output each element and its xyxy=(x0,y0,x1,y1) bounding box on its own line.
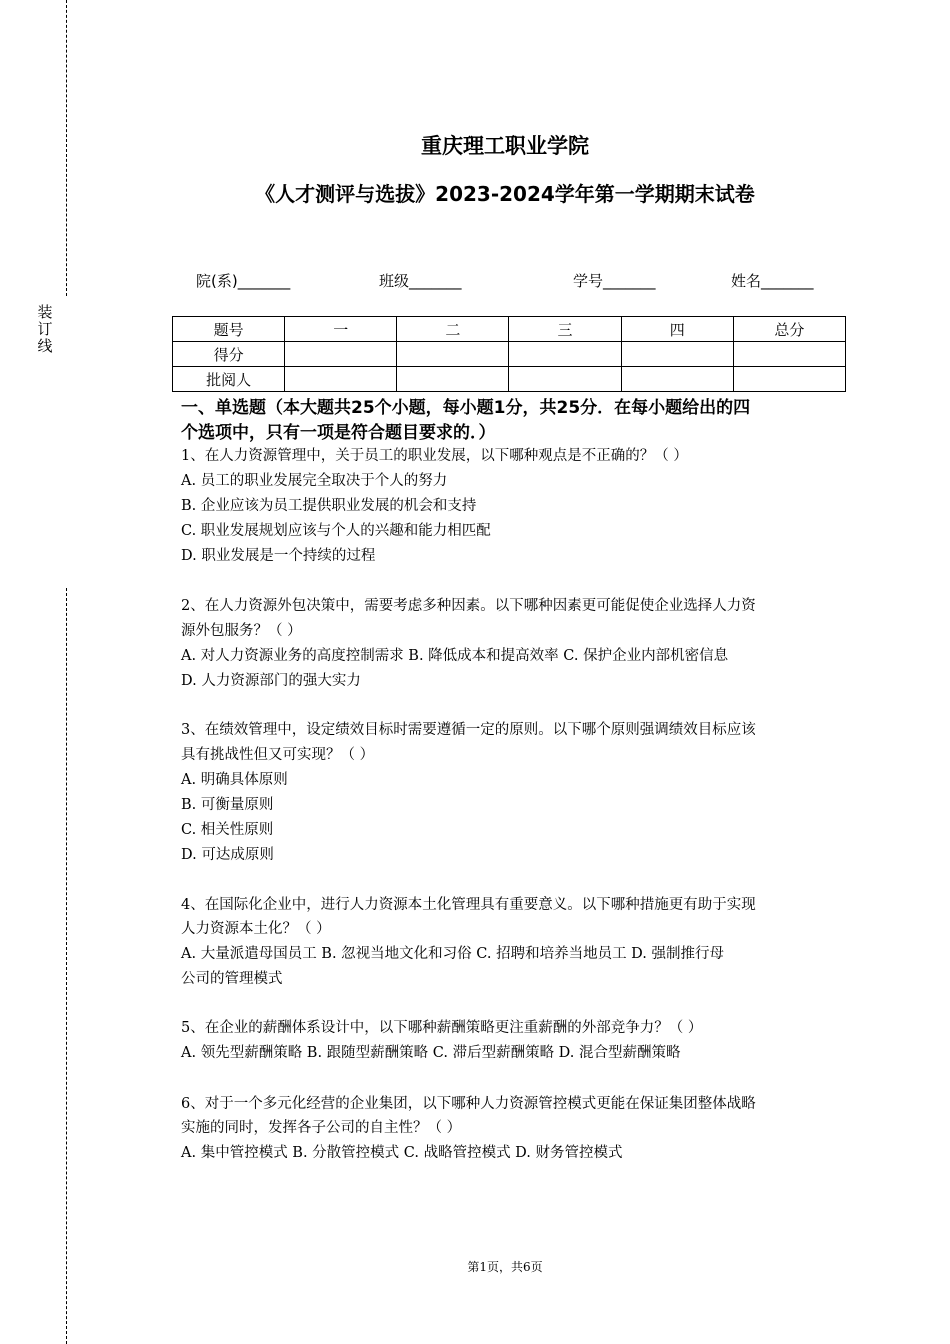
section-heading xyxy=(181,396,831,446)
option-text: A. 明确具体原则 xyxy=(181,772,288,788)
option-text: A. 领先型薪酬策略 B. 跟随型薪酬策略 C. 滞后型薪酬策略 D. 混合型薪酬策略 xyxy=(181,1045,681,1061)
question-text: 具有挑战性但又可实现？（ ） xyxy=(181,747,375,763)
option-text: A. 集中管控模式 B. 分散管控模式 C. 战略管控模式 D. 财务管控模式 xyxy=(181,1145,623,1161)
department-field: 院(系)_______ xyxy=(196,272,291,290)
reviewer-cell xyxy=(621,367,733,392)
student-id-field: 学号_______ xyxy=(573,272,656,290)
option-text: B. 可衡量原则 xyxy=(181,797,274,813)
score-cell xyxy=(397,342,509,367)
question-text: 4、在国际化企业中，进行人力资源本土化管理具有重要意义。以下哪种措施更有助于实现 xyxy=(181,897,756,913)
binding-char: 装 xyxy=(37,303,53,321)
school-name: 重庆理工职业学院 xyxy=(421,134,589,158)
score-cell xyxy=(509,342,621,367)
reviewer-cell xyxy=(285,367,397,392)
reviewer-cell xyxy=(733,367,845,392)
question-text: 6、对于一个多元化经营的企业集团，以下哪种人力资源管控模式更能在保证集团整体战略 xyxy=(181,1096,756,1112)
score-table-header-row xyxy=(173,317,846,342)
score-cell xyxy=(621,342,733,367)
option-text: D. 职业发展是一个持续的过程 xyxy=(181,548,376,564)
binding-char: 线 xyxy=(37,337,53,355)
name-field: 姓名_______ xyxy=(731,272,814,290)
score-table-row-label: 得分 xyxy=(173,342,285,367)
question-text: 2、在人力资源外包决策中，需要考虑多种因素。以下哪种因素更可能促使企业选择人力资 xyxy=(181,598,756,614)
score-table-row xyxy=(173,367,846,392)
question-text: 源外包服务？（ ） xyxy=(181,623,302,639)
option-text: 公司的管理模式 xyxy=(181,971,283,987)
reviewer-cell xyxy=(509,367,621,392)
exam-title: 《人才测评与选拔》2023-2024学年第一学期期末试卷 xyxy=(255,182,755,206)
page-number: 第1页，共6页 xyxy=(467,1260,543,1274)
question-text: 1、在人力资源管理中，关于员工的职业发展，以下哪种观点是不正确的？（ ） xyxy=(181,448,688,464)
question-text: 5、在企业的薪酬体系设计中，以下哪种薪酬策略更注重薪酬的外部竞争力？（ ） xyxy=(181,1020,703,1036)
option-text: A. 大量派遣母国员工 B. 忽视当地文化和习俗 C. 招聘和培养当地员工 D. 强制推行母 xyxy=(181,946,725,962)
option-text: A. 对人力资源业务的高度控制需求 B. 降低成本和提高效率 C. 保护企业内部机密信息 xyxy=(181,648,729,664)
section-heading-line: 个选项中，只有一项是符合题目要求的．） xyxy=(181,423,496,443)
binding-line-label xyxy=(36,304,54,355)
question-text: 人力资源本土化？（ ） xyxy=(181,921,331,937)
reviewer-cell xyxy=(397,367,509,392)
score-table-header-cell: 一 xyxy=(285,317,397,342)
option-text: A. 员工的职业发展完全取决于个人的努力 xyxy=(181,473,448,489)
binding-char: 订 xyxy=(37,320,53,338)
score-table-header-cell: 二 xyxy=(397,317,509,342)
score-table xyxy=(172,316,846,392)
option-text: C. 职业发展规划应该与个人的兴趣和能力相匹配 xyxy=(181,523,491,539)
score-table-header-cell: 总分 xyxy=(733,317,845,342)
section-heading-line: 一、单选题（本大题共25个小题，每小题1分，共25分．在每小题给出的四 xyxy=(181,398,751,418)
score-table-header-cell: 题号 xyxy=(173,317,285,342)
score-table-header-cell: 四 xyxy=(621,317,733,342)
score-table-row xyxy=(173,342,846,367)
question-text: 3、在绩效管理中，设定绩效目标时需要遵循一定的原则。以下哪个原则强调绩效目标应该 xyxy=(181,722,756,738)
option-text: B. 企业应该为员工提供职业发展的机会和支持 xyxy=(181,498,477,514)
score-table-row-label: 批阅人 xyxy=(173,367,285,392)
option-text: D. 人力资源部门的强大实力 xyxy=(181,673,361,689)
class-field: 班级_______ xyxy=(379,272,462,290)
option-text: C. 相关性原则 xyxy=(181,822,274,838)
binding-dashed-line-bottom xyxy=(66,588,67,1344)
question-text: 实施的同时，发挥各子公司的自主性？（ ） xyxy=(181,1120,462,1136)
score-cell xyxy=(733,342,845,367)
option-text: D. 可达成原则 xyxy=(181,847,274,863)
score-table-header-cell: 三 xyxy=(509,317,621,342)
score-cell xyxy=(285,342,397,367)
